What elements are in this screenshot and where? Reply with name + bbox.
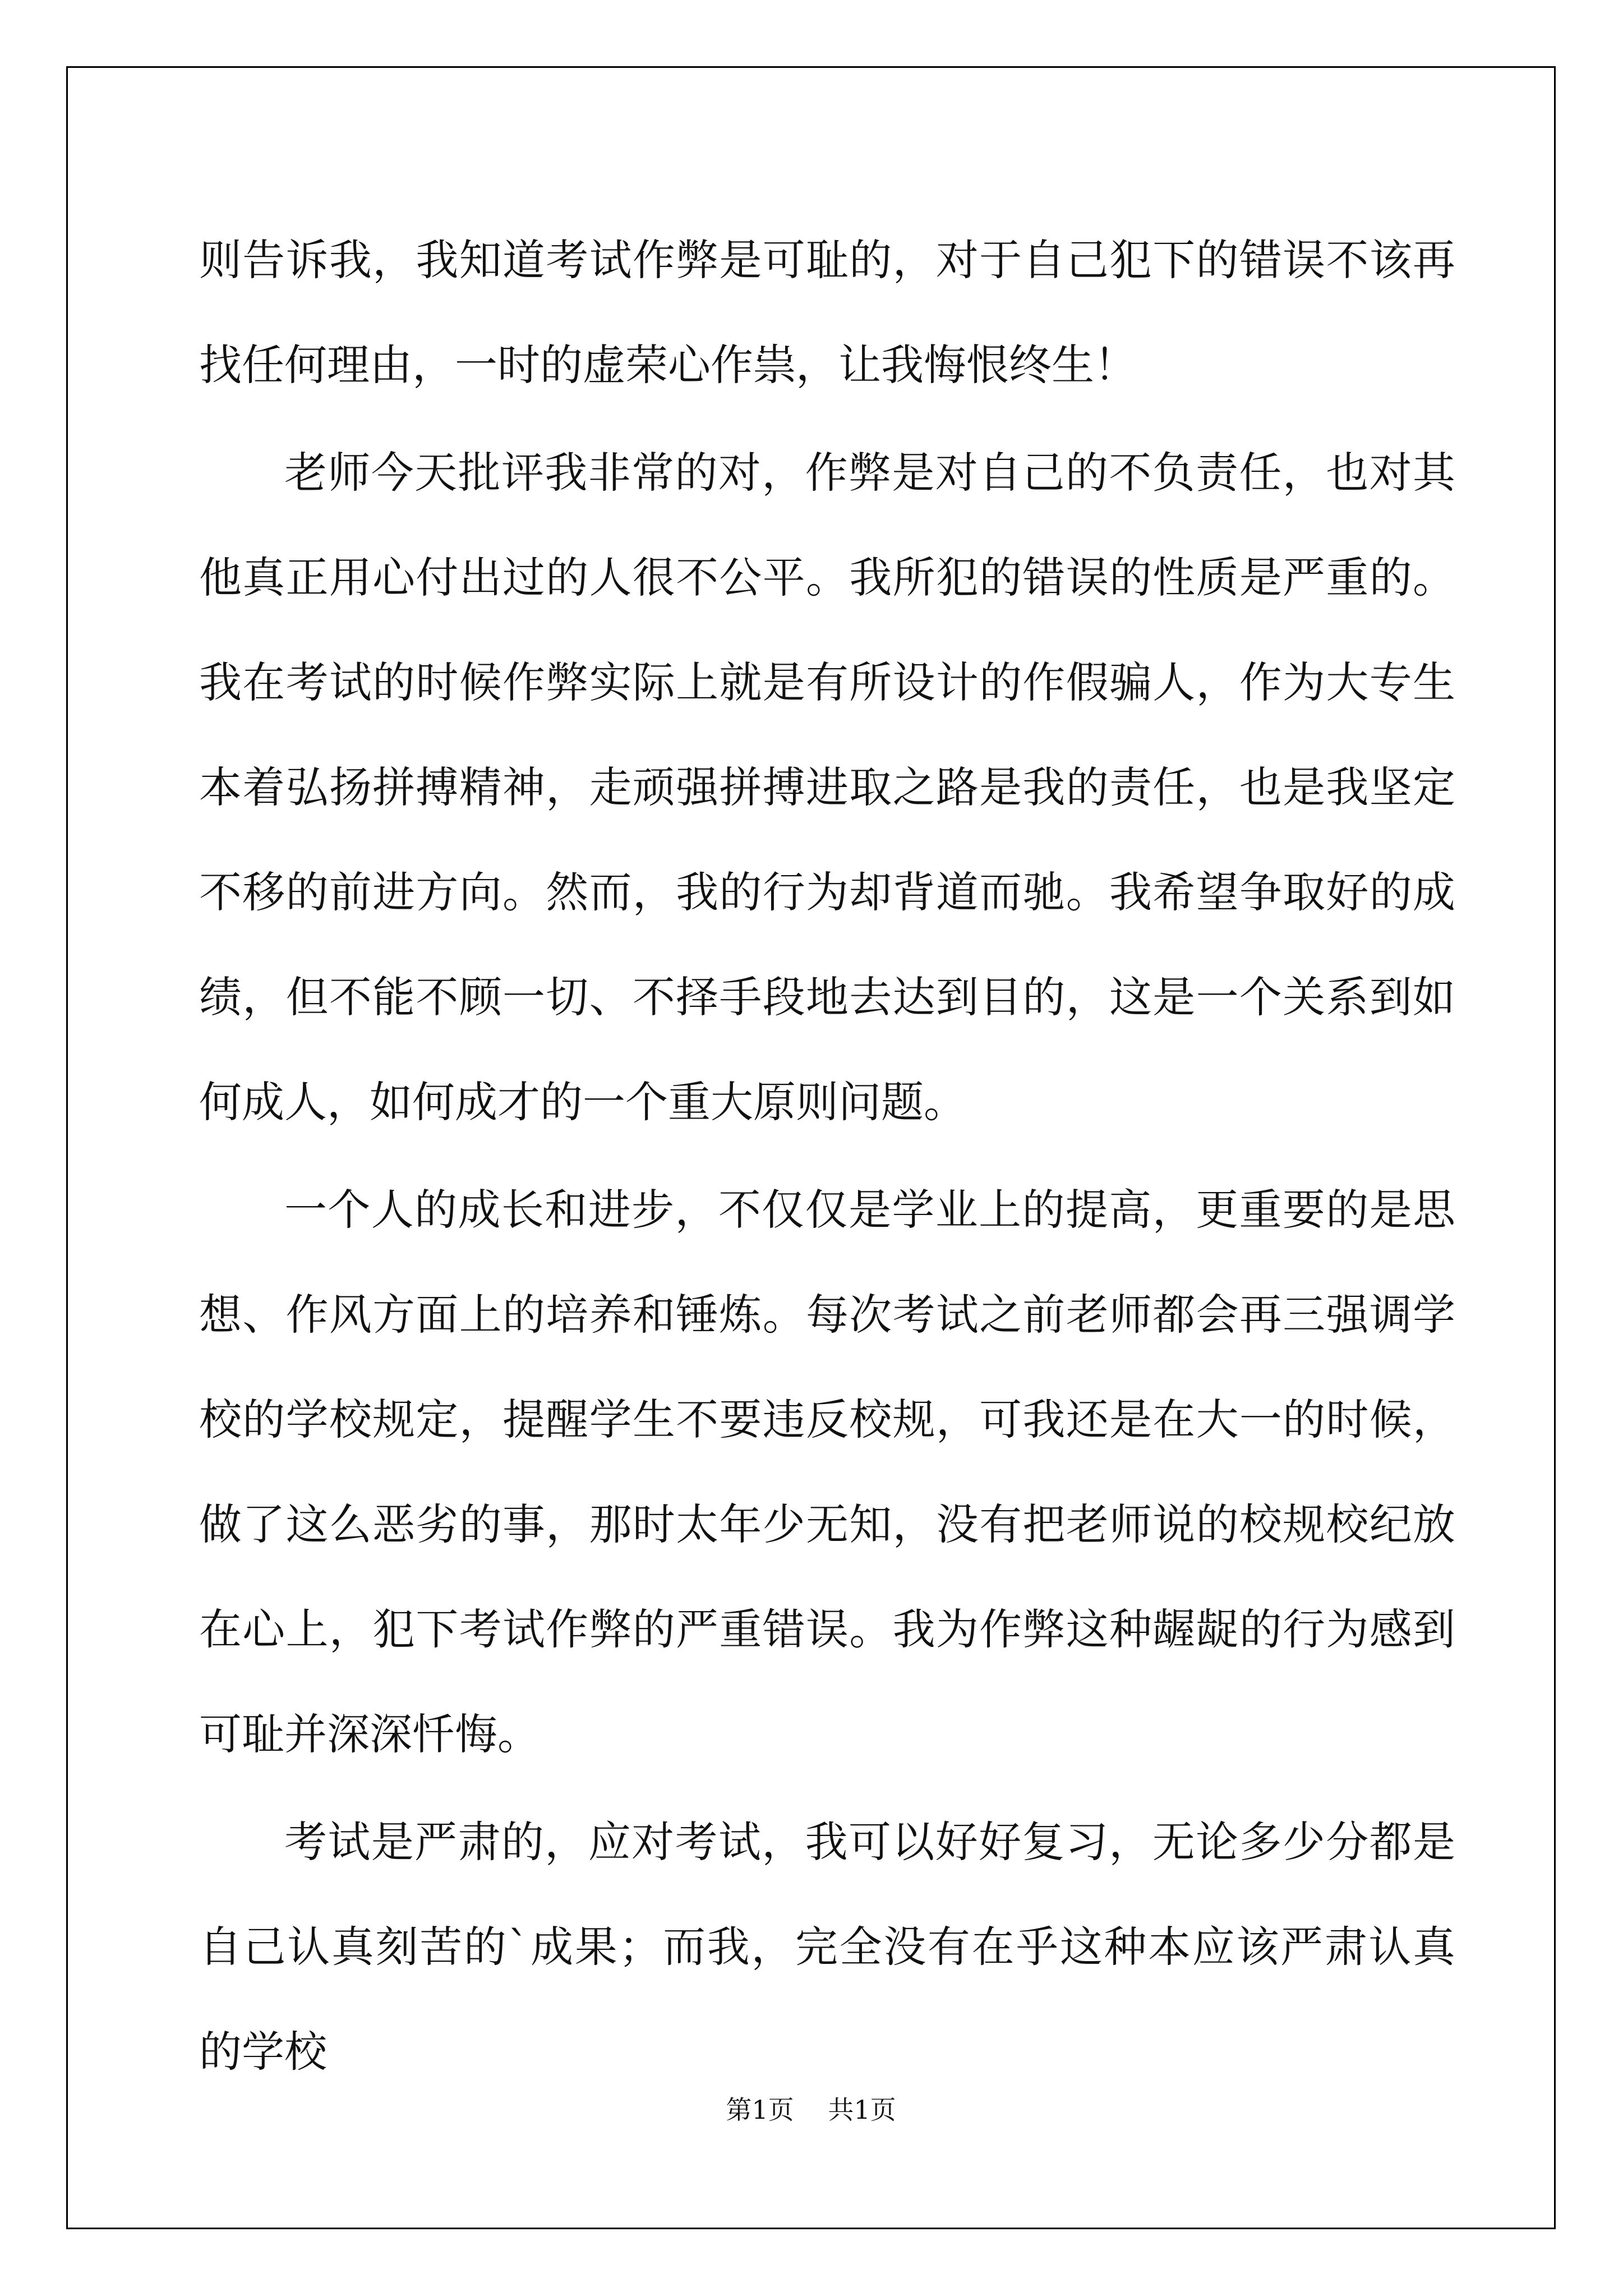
paragraph-4: 考试是严肃的，应对考试，我可以好好复习，无论多少分都是自己认真刻苦的`成果；而我，完全没有在乎这种本应该严肃认真的学校 — [199, 1817, 1455, 2077]
document-body — [199, 208, 1455, 2104]
paragraph-3: 一个人的成长和进步，不仅仅是学业上的提高，更重要的是思想、作风方面上的培养和锤炼。每次考试之前老师都会再三强调学校的学校规定，提醒学生不要违反校规，可我还是在大一的时候，做了这么恶劣的事，那时太年少无知，没有把老师说的校规校纪放在心上，犯下考试作弊的严重错误。我为作弊这种龌龊的行为感到可耻并深深忏悔。 — [199, 1185, 1455, 1759]
page-total: 共1页 — [828, 2095, 896, 2125]
page-footer — [66, 2090, 1556, 2127]
page-number: 第1页 — [726, 2095, 794, 2125]
paragraph-1: 则告诉我，我知道考试作弊是可耻的，对于自己犯下的错误不该再找任何理由，一时的虚荣心作祟，让我悔恨终生！ — [199, 235, 1455, 390]
paragraph-2: 老师今天批评我非常的对，作弊是对自己的不负责任，也对其他真正用心付出过的人很不公平。我所犯的错误的性质是严重的。我在考试的时候作弊实际上就是有所设计的作假骗人，作为大专生本着弘扬拼搏精神，走顽强拼搏进取之路是我的责任，也是我坚定不移的前进方向。然而，我的行为却背道而驰。我希望争取好的成绩，但不能不顾一切、不择手段地去达到目的，这是一个关系到如何成人，如何成才的一个重大原则问题。 — [199, 448, 1455, 1127]
